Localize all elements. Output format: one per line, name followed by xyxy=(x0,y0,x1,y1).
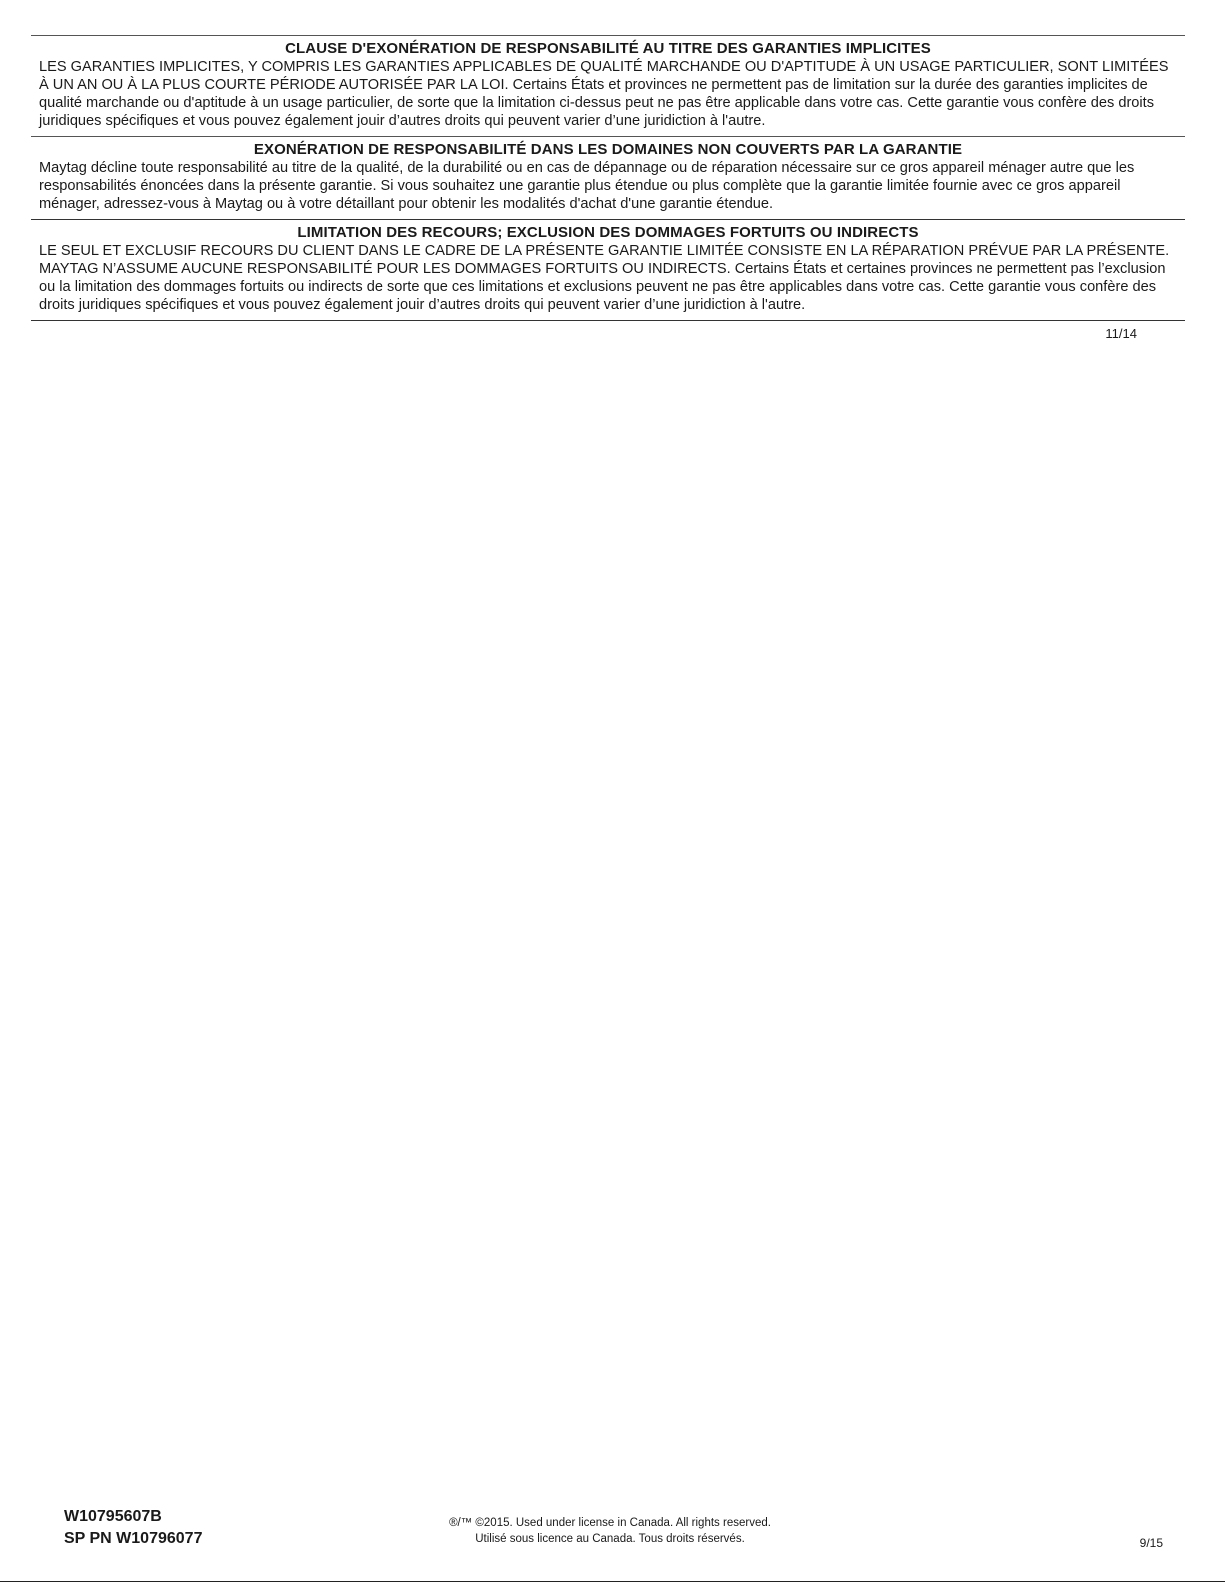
copyright-english: ®/™ ©2015. Used under license in Canada. All rights reserved. xyxy=(449,1517,771,1529)
date-code: 9/15 xyxy=(1139,1536,1163,1550)
sp-part-number: SP PN W10796077 xyxy=(64,1530,203,1547)
warranty-content xyxy=(31,35,1185,343)
section-body: LE SEUL ET EXCLUSIF RECOURS DU CLIENT DANS LE CADRE DE LA PRÉSENTE GARANTIE LIMITÉE CONSISTE EN LA RÉPARATION PRÉVUE PAR LA PRÉSENTE. MAYTAG N’ASSUME AUCUNE RESPONSABILITÉ POUR LES DOMMAGES FORTUITS OU INDIRECTS. Certains États et certaines provinces ne permettent pas l’exclusion ou la limitation des dommages fortuits ou indirects de sorte que ces limitations et exclusions peuvent ne pas être applicables dans votre cas. Cette garantie vous confère des droits juridiques spécifiques et vous pouvez également jouir d’autres droits qui peuvent varier d’une juridiction à l'autre. xyxy=(39,243,1170,313)
revision-code: 11/14 xyxy=(1105,326,1137,341)
section-implied-warranties xyxy=(31,36,1185,130)
copyright-french: Utilisé sous licence au Canada. Tous droits réservés. xyxy=(475,1533,745,1545)
section-heading: CLAUSE D'EXONÉRATION DE RESPONSABILITÉ AU TITRE DES GARANTIES IMPLICITES xyxy=(285,40,931,57)
section-heading: EXONÉRATION DE RESPONSABILITÉ DANS LES DOMAINES NON COUVERTS PAR LA GARANTIE xyxy=(253,141,963,158)
bottom-divider xyxy=(0,1581,1225,1582)
part-number: W10795607B xyxy=(64,1508,162,1525)
section-body: LES GARANTIES IMPLICITES, Y COMPRIS LES GARANTIES APPLICABLES DE QUALITÉ MARCHANDE OU D'APTITUDE À UN USAGE PARTICULIER, SONT LIMITÉES À UN AN OU À LA PLUS COURTE PÉRIODE AUTORISÉE PAR LA LOI. Certains États et provinces ne permettent pas de limitation sur la durée des garanties implicites de qualité marchande ou d'aptitude à un usage particulier, de sorte que la limitation ci-dessus peut ne pas être applicable dans votre cas. Cette garantie vous confère des droits juridiques spécifiques et vous pouvez également jouir d’autres droits qui peuvent varier d’une juridiction à l'autre. xyxy=(39,59,1169,129)
section-body: Maytag décline toute responsabilité au titre de la qualité, de la durabilité ou en cas de dépannage ou de réparation nécessaire sur ce gros appareil ménager autre que les responsabilités énoncées dans la présente garantie. Si vous souhaitez une garantie plus étendue ou plus complète que la garantie limitée fournie avec ce gros appareil ménager, adressez-vous à Maytag ou à votre détaillant pour obtenir les modalités d'achat d'une garantie étendue. xyxy=(39,160,1135,212)
part-numbers xyxy=(64,1506,202,1550)
section-not-covered xyxy=(31,137,1185,213)
copyright-notice xyxy=(300,1515,920,1547)
section-heading: LIMITATION DES RECOURS; EXCLUSION DES DOMMAGES FORTUITS OU INDIRECTS xyxy=(297,224,919,241)
section-limitation-remedies xyxy=(31,220,1185,314)
